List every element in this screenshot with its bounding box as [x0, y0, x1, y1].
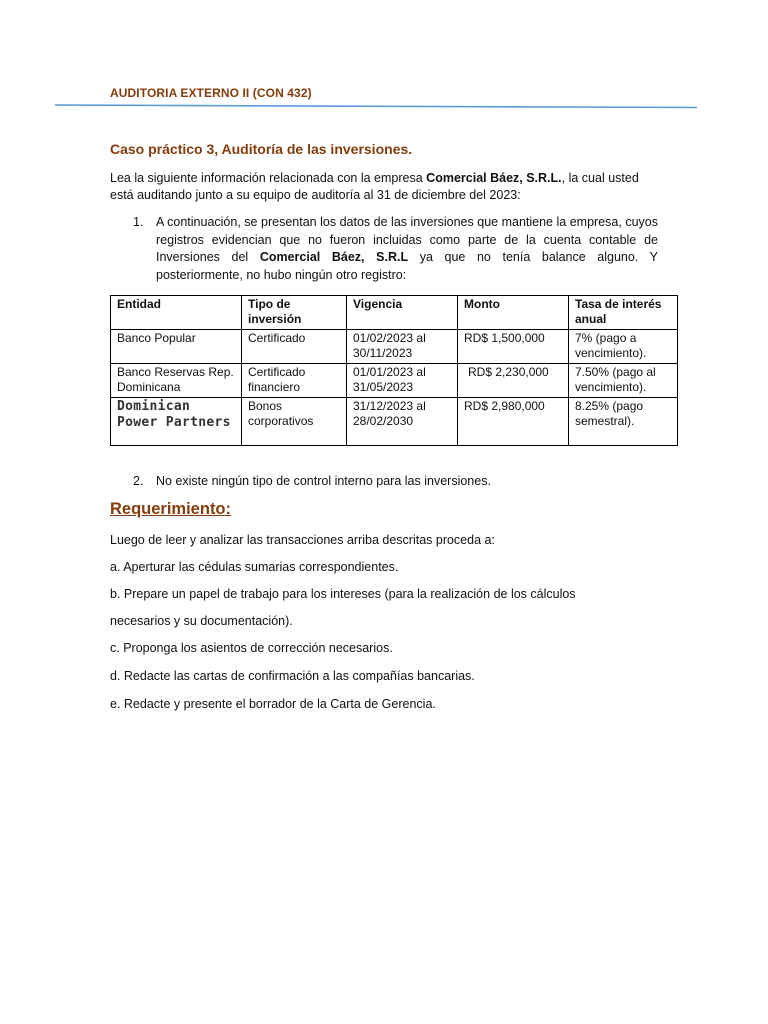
requirement-line: Luego de leer y analizar las transacciones arriba descritas proceda a:: [110, 533, 495, 547]
table-header-row: [111, 296, 678, 330]
intro-company: Comercial Báez, S.R.L.: [426, 171, 562, 185]
case-title: Caso práctico 3, Auditoría de las inversiones.: [110, 141, 413, 157]
list-item-1-number: 1.: [133, 215, 144, 229]
requirement-line: d. Redacte las cartas de confirmación a las compañías bancarias.: [110, 669, 475, 683]
table-cell: Certificado financiero: [242, 364, 347, 398]
header-rule: [55, 103, 697, 109]
table-cell: 01/02/2023 al 30/11/2023: [347, 330, 458, 364]
intro-text-2: , la cual usted está auditando junto a su equipo de auditoría al 31 de diciembre del 2023:: [110, 171, 639, 202]
requirement-line: b. Prepare un papel de trabajo para los intereses (para la realización de los cálculos: [110, 587, 576, 601]
table-cell: Certificado: [242, 330, 347, 364]
list-item-2-text: No existe ningún tipo de control interno para las inversiones.: [156, 474, 491, 488]
header-title: AUDITORIA EXTERNO II (CON 432): [110, 86, 312, 100]
table-row: [111, 364, 678, 398]
table-cell: 31/12/2023 al 28/02/2030: [347, 398, 458, 446]
table-cell: [111, 398, 242, 446]
list-item-1-text: [156, 214, 658, 284]
table-cell: 01/01/2023 al 31/05/2023: [347, 364, 458, 398]
requirement-line: e. Redacte y presente el borrador de la Carta de Gerencia.: [110, 697, 436, 711]
table-cell: RD$ 1,500,000: [458, 330, 569, 364]
table-cell: RD$ 2,980,000: [458, 398, 569, 446]
table-header-cell: Vigencia: [347, 296, 458, 330]
item1-text-2: ya que no tenía balance alguno. Y posteriormente, no hubo ningún otro registro:: [156, 250, 658, 282]
table-header-cell: Tipo de inversión: [242, 296, 347, 330]
list-item-2-number: 2.: [133, 474, 144, 488]
intro-paragraph: [110, 170, 655, 204]
entity-name-stylized: Dominican Power Partners: [117, 399, 231, 430]
item1-text-1: A continuación, se presentan los datos de las inversiones que mantiene la empresa, cuyos registros evidencian que no fueron incluidas como parte de la cuenta contable de Inversiones del: [156, 215, 658, 265]
table-cell: 7% (pago a vencimiento).: [569, 330, 678, 364]
table-cell: 7.50% (pago al vencimiento).: [569, 364, 678, 398]
table-header-cell: Entidad: [111, 296, 242, 330]
item1-company: Comercial Báez, S.R.L: [259, 250, 409, 265]
table-row: [111, 330, 678, 364]
table-cell: Bonos corporativos: [242, 398, 347, 446]
table-header-cell: Monto: [458, 296, 569, 330]
table-cell: Banco Popular: [111, 330, 242, 364]
table-cell: Banco Reservas Rep. Dominicana: [111, 364, 242, 398]
requirements-title: Requerimiento:: [110, 500, 232, 518]
intro-text-1: Lea la siguiente información relacionada con la empresa: [110, 171, 427, 185]
requirement-line: a. Aperturar las cédulas sumarias correspondientes.: [110, 560, 399, 574]
requirement-line: c. Proponga los asientos de corrección necesarios.: [110, 641, 393, 655]
requirement-line: necesarios y su documentación).: [110, 614, 293, 628]
table-cell: 8.25% (pago semestral).: [569, 398, 678, 446]
investments-table: [110, 295, 678, 446]
table-header-cell: Tasa de interés anual: [569, 296, 678, 330]
table-cell: [458, 364, 569, 398]
table-row: [111, 398, 678, 446]
table-cell-text: RD$ 2,230,000: [468, 365, 549, 379]
